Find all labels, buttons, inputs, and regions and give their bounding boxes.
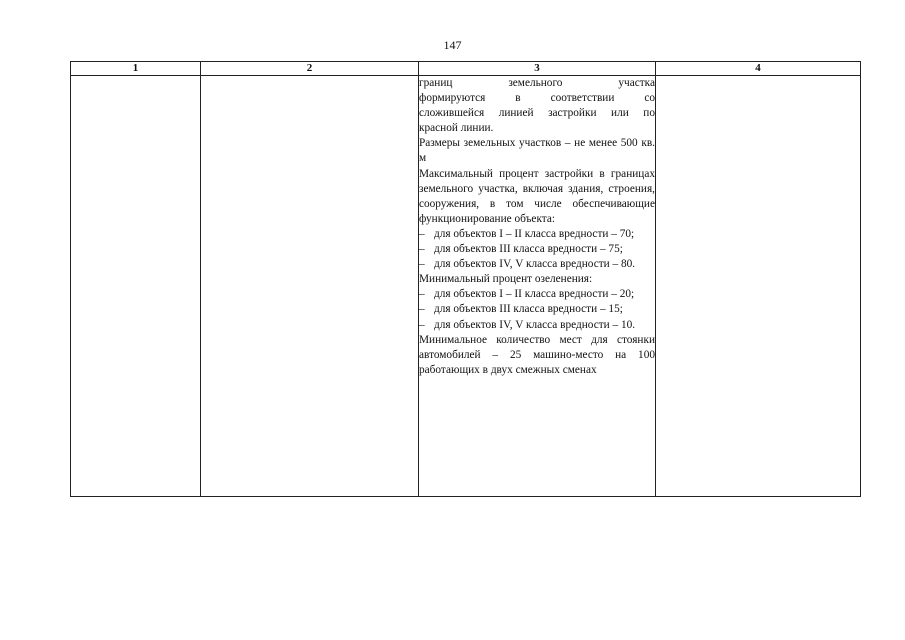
- paragraph: Минимальный процент озеленения:: [419, 273, 593, 286]
- bullet-dash: –: [419, 318, 425, 331]
- bullet-dash: –: [419, 288, 425, 301]
- bullet-dash: –: [419, 227, 425, 240]
- paragraph: формируются в соответствии со: [419, 92, 655, 105]
- table-cell-col4: [656, 76, 861, 497]
- column-header-4: 4: [656, 62, 861, 76]
- paragraph: Размеры земельных участков – не менее 500 кв. м: [419, 137, 655, 165]
- bullet-text: для объектов III класса вредности – 15;: [434, 303, 623, 316]
- bullet-item: [419, 242, 655, 257]
- table-cell-col1: [71, 76, 201, 497]
- paragraph: границ земельного участка: [419, 77, 655, 89]
- document-table: [70, 61, 861, 497]
- table-cell-col2: [201, 76, 419, 497]
- table-header-row: [71, 62, 861, 76]
- bullet-text: для объектов III класса вредности – 75;: [434, 243, 623, 256]
- column-header-1: 1: [71, 62, 201, 76]
- bullet-item: [419, 257, 655, 272]
- paragraph: Максимальный процент застройки в границах земельного участка, включая здания, строения, сооружения, в том числе обеспечивающие функционирование объекта:: [419, 167, 655, 225]
- bullet-item: [419, 318, 655, 333]
- regulations-text: [419, 76, 655, 378]
- table-row: [71, 76, 861, 497]
- bullet-text: для объектов IV, V класса вредности – 10.: [434, 318, 636, 331]
- column-header-2: 2: [201, 62, 419, 76]
- bullet-dash: –: [419, 243, 425, 256]
- paragraph: красной линии.: [419, 122, 494, 135]
- bullet-dash: –: [419, 303, 425, 316]
- column-header-3: 3: [419, 62, 656, 76]
- paragraph: сложившейся линией застройки или по: [419, 107, 655, 120]
- bullet-text: для объектов I – II класса вредности – 70;: [434, 227, 635, 240]
- bullet-text: для объектов I – II класса вредности – 20;: [434, 288, 635, 301]
- page-number: 147: [443, 38, 462, 52]
- bullet-item: [419, 302, 655, 317]
- bullet-item: [419, 227, 655, 242]
- bullet-text: для объектов IV, V класса вредности – 80.: [434, 258, 636, 271]
- bullet-item: [419, 287, 655, 302]
- paragraph: Минимальное количество мест для стоянки автомобилей – 25 машино-место на 100 работающих в двух смежных сменах: [419, 333, 655, 376]
- table-cell-col3: [419, 76, 656, 497]
- bullet-dash: –: [419, 258, 425, 271]
